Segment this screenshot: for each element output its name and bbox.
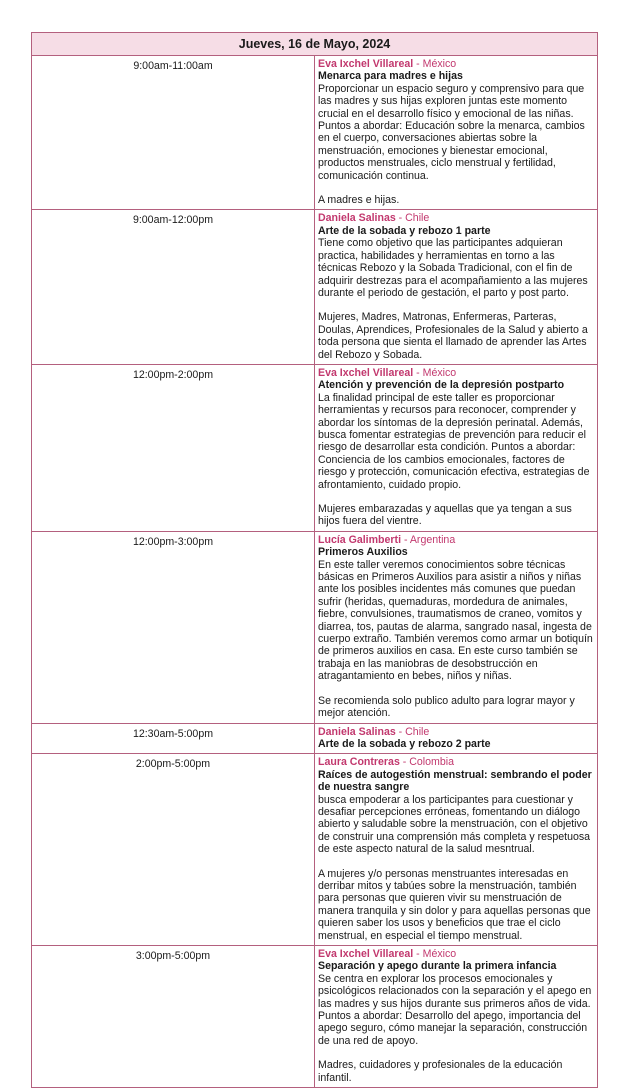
schedule — [31, 32, 598, 1088]
session-time: 9:00am-11:00am — [32, 56, 315, 210]
session-time: 12:00pm-3:00pm — [32, 531, 315, 723]
session-details: Eva Ixchel Villareal - México Atención y prevención de la depresión postparto La finalidad principal de este taller es proporcionar herramientas y recursos para reconocer, comprender y abordar los síntomas de la depresión perinatal. Además, busca fomentar estrategias de prevención para reducir el riesgo de desarrollar esta condición. Puntos a abordar: Conciencia de los cambios emocionales, factores de riesgo y protección, comunicación efectiva, estrategias de afrontamiento, cuidado propio. Mujeres embarazadas y aquellas que ya tengan a sus hijos fuera del vientre. — [315, 364, 598, 531]
speaker-country: México — [422, 948, 457, 960]
session-audience: A mujeres y/o personas menstruantes interesadas en derribar mitos y tabúes sobre la menstruación, también para personas que quieren vivir su menstruación de manera tranquila y sin dolor y para aquellas personas que quieren saber los usos y beneficios que trae el ciclo menstrual, en especial el tiempo menstrual. — [318, 867, 591, 942]
speaker-country: Chile — [405, 725, 430, 738]
schedule-table — [31, 32, 598, 1088]
session-details: Daniela Salinas - Chile Arte de la sobada y rebozo 1 parte Tiene como objetivo que las participantes adquieran practica, habilidades y herramientas en torno a las técnicas Rebozo y la Sobada Tradicional, con el fin de adquirir destrezas para el acompañamiento a las mujeres durante el periodo de gestación, el parto y post parto. Mujeres, Madres, Matronas, Enfermeras, Parteras, Doulas, Aprendices, Profesionales de la Salud y abierto a toda persona que sienta el llamado de aprender las Artes del Rebozo y Sobada. — [315, 210, 598, 364]
session-time: 12:30am-5:00pm — [32, 723, 315, 754]
session-title: Menarca para madres e hijas — [318, 70, 463, 83]
session-row-4 — [32, 531, 598, 723]
session-details: Laura Contreras - Colombia Raíces de autogestión menstrual: sembrando el poder de nuestra sangre busca empoderar a los participantes para cuestionar y desafiar percepciones erróneas, fomentando un diálogo abierto y saludable sobre la menstruación, con el objetivo de construir una comprensión más completa y respetuosa de este aspecto natural de la salud mesntrual. A mujeres y/o personas menstruantes interesadas en derribar mitos y tabúes sobre la menstruación, también para personas que quieren vivir su menstruación de manera tranquila y sin dolor y para aquellas personas que quieren saber los usos y beneficios que trae el ciclo menstrual, en especial el tiempo menstrual. — [315, 754, 598, 946]
speaker-name: Daniela Salinas — [318, 212, 396, 225]
session-title: Arte de la sobada y rebozo 2 parte — [318, 737, 491, 750]
speaker-country: Argentina — [409, 533, 456, 546]
session-audience: Se recomienda solo publico adulto para lograr mayor y mejor atención. — [318, 694, 575, 720]
speaker-country: Chile — [405, 212, 430, 225]
session-description: La finalidad principal de este taller es proporcionar herramientas y recursos para reconocer, comprender y abordar los síntomas de la depresión perinatal. Además, busca fomentar estrategias de prevención para reducir el riesgo de desarrollar esta condición. Puntos a abordar: Conciencia de los cambios emocionales, factores de riesgo y protección, comunicación efectiva, estrategias de afrontamiento, cuidado propio. — [318, 391, 590, 491]
session-title: Raíces de autogestión menstrual: sembrando el poder de nuestra sangre — [318, 768, 592, 794]
session-details: Eva Ixchel Villareal - México Separación y apego durante la primera infancia Se centra en explorar los procesos emocionales y psicológicos relacionados con la separación y el apego en las madres y sus hijos durante sus primeros años de vida. Puntos a abordar: Desarrollo del apego, importancia del apego seguro, cómo manejar la separación, construcción de una red de apoyo. Madres, cuidadores y profesionales de la educación infantil. — [315, 946, 598, 1088]
speaker-name: Eva Ixchel Villareal — [318, 366, 414, 379]
speaker-country: México — [422, 366, 457, 379]
session-details: Eva Ixchel Villareal - México Menarca para madres e hijas Proporcionar un espacio seguro y comprensivo para que las madres y sus hijas exploren juntas este momento crucial en el desarrollo físico y emocional de las niñas. Puntos a abordar: Educación sobre la menarca, cambios en el cuerpo, conversaciones abiertas sobre la menstruación, emociones y bienestar emocional, productos menstruales, ciclo menstrual y fertilidad, comunicación continua. A madres e hijas. — [315, 56, 598, 210]
session-row-5 — [32, 723, 598, 754]
session-title: Arte de la sobada y rebozo 1 parte — [318, 224, 491, 237]
day-header: Jueves, 16 de Mayo, 2024 — [32, 33, 598, 56]
session-description: Tiene como objetivo que las participantes adquieran practica, habilidades y herramientas en torno a las técnicas Rebozo y la Sobada Tradicional, con el fin de adquirir destrezas para el acompañamiento a las mujeres durante el periodo de gestación, el parto y post parto. — [318, 237, 588, 299]
speaker-name: Laura Contreras — [318, 756, 400, 769]
session-time: 12:00pm-2:00pm — [32, 364, 315, 531]
speaker-name: Daniela Salinas — [318, 725, 396, 738]
speaker-country: Colombia — [409, 756, 455, 769]
session-title: Primeros Auxilios — [318, 546, 408, 559]
session-description: Se centra en explorar los procesos emocionales y psicológicos relacionados con la separación y el apego en las madres y sus hijos durante sus primeros años de vida. Puntos a abordar: Desarrollo del apego, importancia del apego seguro, cómo manejar la separación, construcción de una red de apoyo. — [318, 972, 592, 1047]
session-description: Proporcionar un espacio seguro y comprensivo para que las madres y sus hijas exploren juntas este momento crucial en el desarrollo físico y emocional de las niñas. Puntos a abordar: Educación sobre la menarca, cambios en el cuerpo, conversaciones abiertas sobre la menstruación, emociones y bienestar emocional, productos menstruales, ciclo menstrual y fertilidad, comunicación continua. — [318, 82, 585, 182]
session-row-2 — [32, 210, 598, 364]
session-audience: A madres e hijas. — [318, 194, 400, 207]
session-time: 2:00pm-5:00pm — [32, 754, 315, 946]
session-row-3 — [32, 364, 598, 531]
session-title: Separación y apego durante la primera infancia — [318, 960, 557, 973]
speaker-name: Eva Ixchel Villareal — [318, 948, 414, 960]
header-row — [32, 33, 598, 56]
session-details: Daniela Salinas - Chile Arte de la sobada y rebozo 2 parte — [315, 723, 598, 754]
session-row-1 — [32, 56, 598, 210]
session-audience: Mujeres embarazadas y aquellas que ya tengan a sus hijos fuera del vientre. — [318, 503, 572, 528]
session-row-6 — [32, 754, 598, 946]
session-time: 3:00pm-5:00pm — [32, 946, 315, 1088]
speaker-name: Lucía Galimberti — [318, 533, 402, 546]
session-description: busca empoderar a los participantes para cuestionar y desafiar percepciones erróneas, fomentando un diálogo abierto y saludable sobre la menstruación, con el objetivo de construir una comprensión más completa y respetuosa de este aspecto natural de la salud mesntrual. — [318, 793, 591, 856]
session-description: En este taller veremos conocimientos sobre técnicas básicas en Primeros Auxilios para asistir a niños y niñas ante los posibles incidentes más comunes que puedan sufrir (heridas, quemaduras, mordedura de animales, fiebre, convulsiones, traumatismos de craneo, vomitos y diarrea, tos, pautas de alarma, sangrado nasal, ingesta de cuerpo extraño. También veremos como armar un botiquín de primeros auxilios en casa. En este curso también se trabaja en las maniobras de desobstrucción en atragantamiento en bebes, niños y niñas. — [318, 558, 593, 683]
session-details: Lucía Galimberti - Argentina Primeros Auxilios En este taller veremos conocimientos sobre técnicas básicas en Primeros Auxilios para asistir a niños y niñas ante los posibles incidentes más comunes que puedan sufrir (heridas, quemaduras, mordedura de animales, fiebre, convulsiones, traumatismos de craneo, vomitos y diarrea, tos, pautas de alarma, sangrado nasal, ingesta de cuerpo extraño. También veremos como armar un botiquín de primeros auxilios en casa. En este curso también se trabaja en las maniobras de desobstrucción en atragantamiento en bebes, niños y niñas. Se recomienda solo publico adulto para lograr mayor y mejor atención. — [315, 531, 598, 723]
session-audience: Madres, cuidadores y profesionales de la educación infantil. — [318, 1059, 563, 1084]
speaker-name: Eva Ixchel Villareal — [318, 58, 414, 70]
session-row-7 — [32, 946, 598, 1088]
session-audience: Mujeres, Madres, Matronas, Enfermeras, Parteras, Doulas, Aprendices, Profesionales de la Salud y abierto a toda persona que sienta el llamado de aprender las Artes del Rebozo y Sobada. — [318, 311, 588, 361]
session-title: Atención y prevención de la depresión postparto — [318, 379, 565, 392]
session-time: 9:00am-12:00pm — [32, 210, 315, 364]
speaker-country: México — [422, 58, 457, 70]
